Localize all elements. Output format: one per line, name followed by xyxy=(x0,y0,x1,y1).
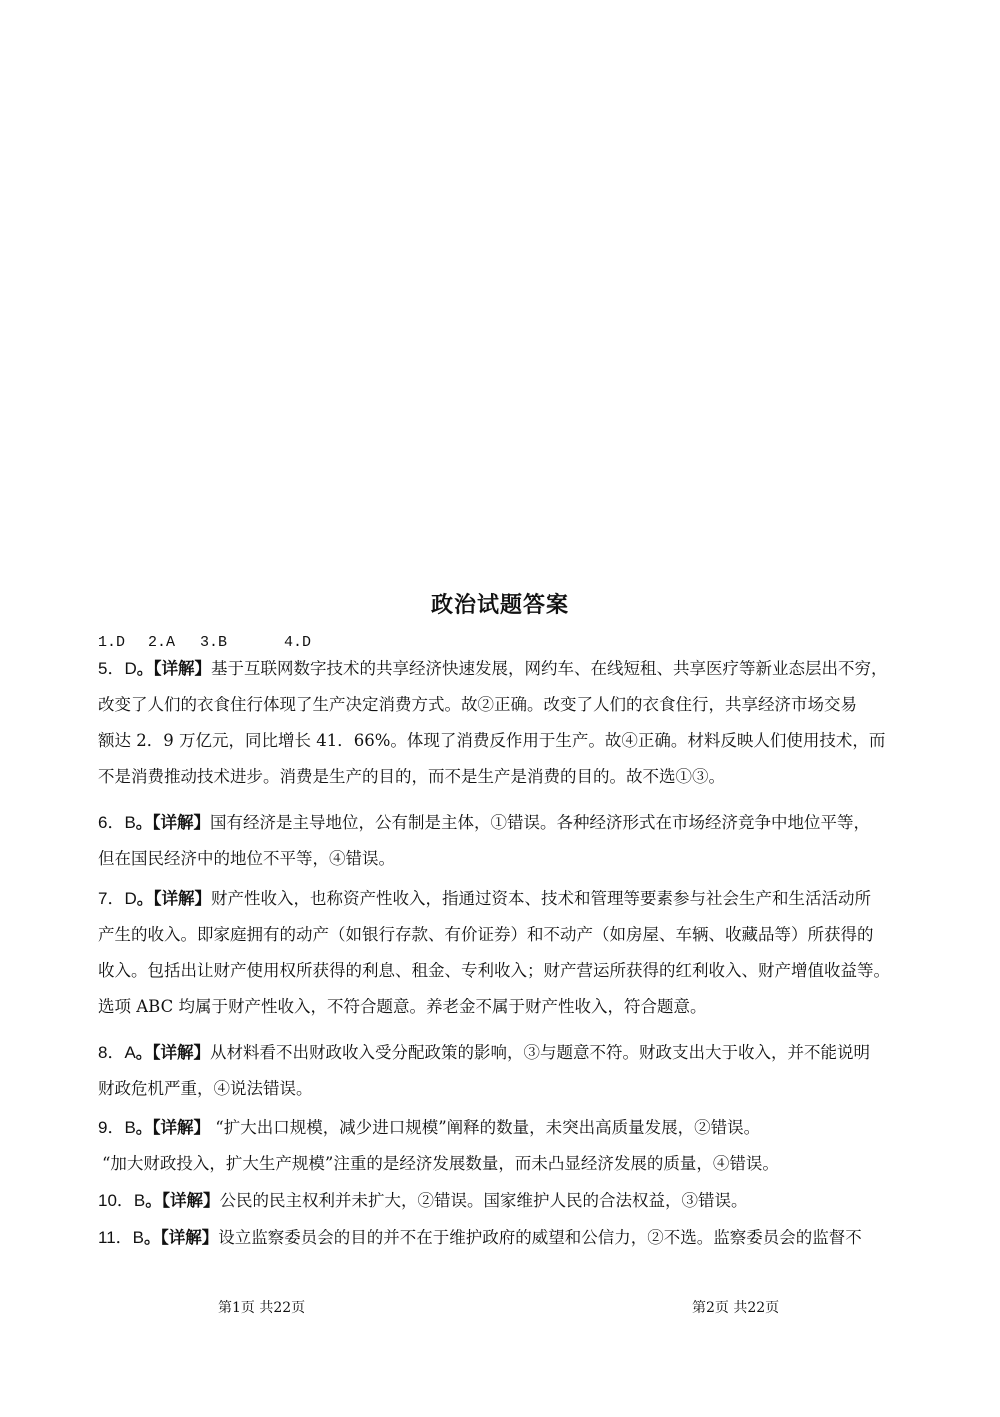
answer-4: 4.D xyxy=(284,634,312,651)
question-number: 9．B xyxy=(98,1118,136,1137)
explanation-tag: 。【详解】 xyxy=(136,889,211,908)
explanation-tag: 。【详解】 xyxy=(144,1228,219,1247)
answer-block-9 xyxy=(98,1110,918,1182)
question-number: 5．D xyxy=(98,659,137,678)
explanation-text: 财产性收入，也称资产性收入，指通过资本、技术和管理等要素参与社会生产和生活活动所 xyxy=(210,889,871,908)
explanation-text: 额达 2．9 万亿元，同比增长 41．66%。体现了消费反作用于生产。故④正确。材料反映人们使用技术，而 xyxy=(98,731,886,750)
explanation-tag: 。【详解】 xyxy=(135,1118,211,1137)
question-number: 6．B xyxy=(98,813,136,832)
explanation-text: 改变了人们的衣食住行体现了生产决定消费方式。故②正确。改变了人们的衣食住行，共享经济市场交易 xyxy=(98,695,857,714)
answer-block-6 xyxy=(98,805,918,877)
explanation-text: 不是消费推动技术进步。消费是生产的目的，而不是生产是消费的目的。故不选①③。 xyxy=(98,767,725,786)
explanation-text: 财政危机严重，④说法错误。 xyxy=(98,1079,313,1098)
explanation-tag: 。【详解】 xyxy=(145,1191,220,1210)
explanation-text: 设立监察委员会的目的并不在于维护政府的威望和公信力，②不选。监察委员会的监督不 xyxy=(218,1228,862,1247)
explanation-text: 选项 ABC 均属于财产性收入，不符合题意。养老金不属于财产性收入，符合题意。 xyxy=(98,997,707,1016)
answer-2: 2.A xyxy=(148,634,176,651)
answer-block-8 xyxy=(98,1035,918,1107)
answer-block-7 xyxy=(98,881,918,1025)
explanation-text: 收入。包括出让财产使用权所获得的利息、租金、专利收入；财产营运所获得的红利收入、财产增值收益等。 xyxy=(98,961,890,980)
explanation-text: 国有经济是主导地位，公有制是主体，①错误。各种经济形式在市场经济竞争中地位平等， xyxy=(210,813,871,832)
page-title: 政治试题答案 xyxy=(430,593,569,618)
answer-3: 3.B xyxy=(200,634,228,651)
explanation-tag: 。【详解】 xyxy=(135,813,211,832)
answer-block-5 xyxy=(98,651,918,795)
page-number-right: 第2页 共22页 xyxy=(692,1300,780,1316)
explanation-text: 从材料看不出财政收入受分配政策的影响，③与题意不符。财政支出大于收入，并不能说明 xyxy=(210,1043,871,1062)
multiple-choice-answers xyxy=(98,634,311,651)
answer-block-10 xyxy=(98,1183,918,1219)
explanation-text: 公民的民主权利并未扩大，②错误。国家维护人民的合法权益，③错误。 xyxy=(219,1191,748,1210)
question-number: 10．B xyxy=(98,1191,146,1210)
answer-block-11 xyxy=(98,1220,918,1256)
explanation-tag: 。【详解】 xyxy=(135,1043,211,1062)
answer-1: 1.D xyxy=(98,634,126,651)
explanation-text: “扩大出口规模，减少进口规模”阐释的数量，未突出高质量发展，②错误。 xyxy=(210,1118,761,1137)
explanation-tag: 。【详解】 xyxy=(136,659,211,678)
explanation-text: “加大财政投入，扩大生产规模”注重的是经济发展数量，而未凸显经济发展的质量，④错误。 xyxy=(102,1154,779,1173)
page-number-left: 第1页 共22页 xyxy=(218,1300,306,1316)
explanation-text: 但在国民经济中的地位不平等，④错误。 xyxy=(98,849,395,868)
explanation-text: 基于互联网数字技术的共享经济快速发展，网约车、在线短租、共享医疗等新业态层出不穷， xyxy=(210,659,888,678)
question-number: 7．D xyxy=(98,889,137,908)
explanation-text: 产生的收入。即家庭拥有的动产（如银行存款、有价证券）和不动产（如房屋、车辆、收藏品等）所获得的 xyxy=(98,925,874,944)
question-number: 8．A xyxy=(98,1043,136,1062)
question-number: 11．B xyxy=(98,1228,144,1247)
